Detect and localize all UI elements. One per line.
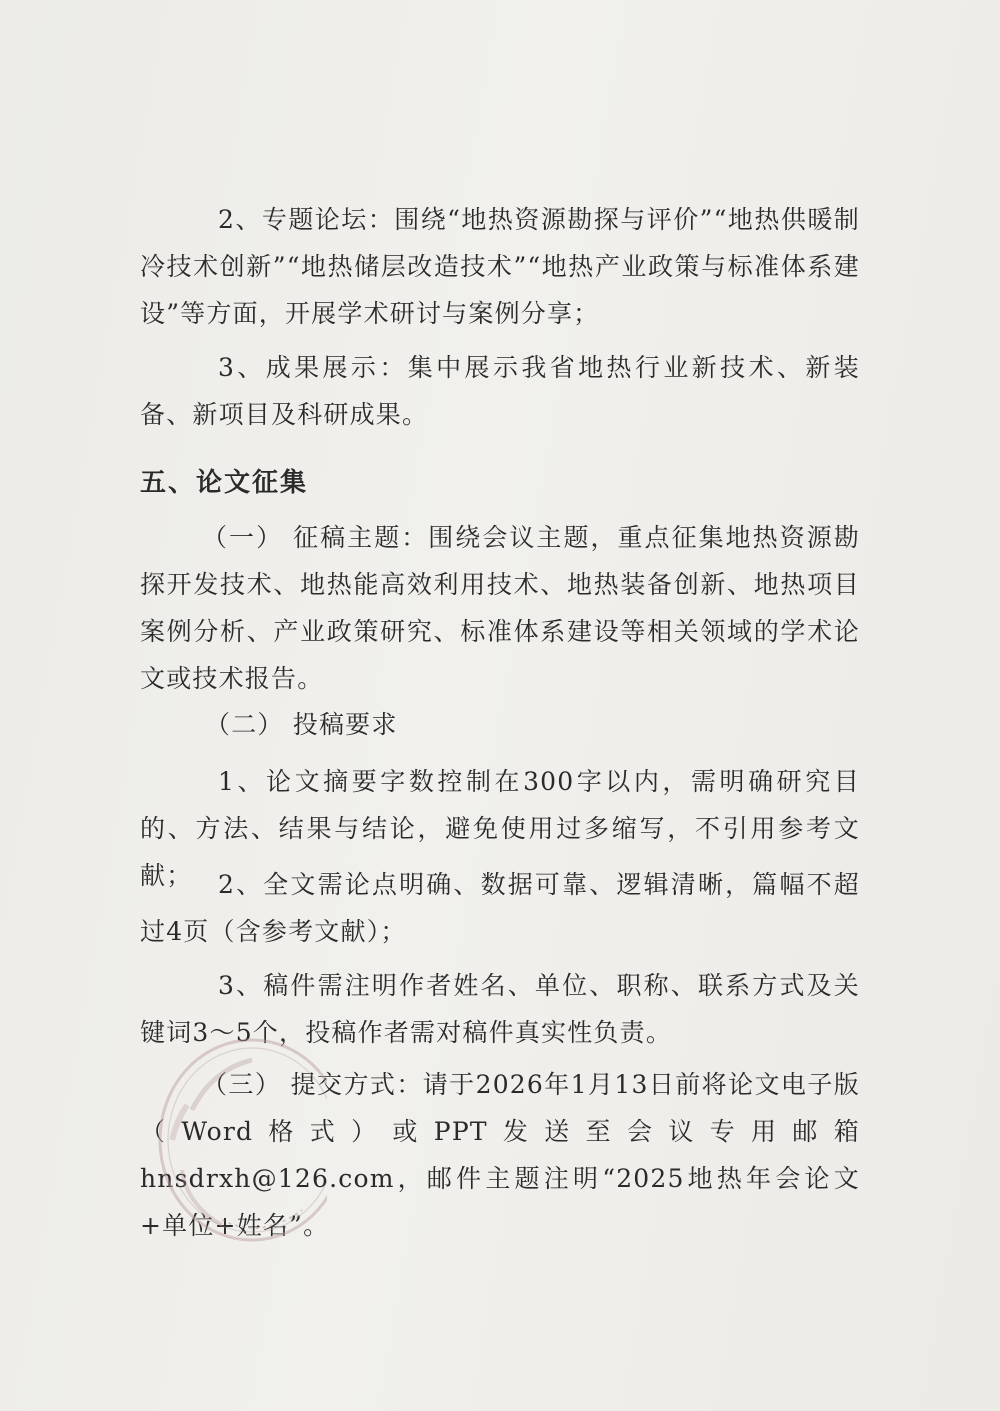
requirements-label: （二） (205, 710, 284, 739)
exhibition-item-paragraph: 3、成果展示：集中展示我省地热行业新技术、新装备、新项目及科研成果。 (140, 353, 860, 429)
requirement-item-2: 2、全文需论点明确、数据可靠、逻辑清晰，篇幅不超过4页（含参考文献）； (140, 870, 860, 946)
requirements-title: 投稿要求 (292, 710, 398, 739)
topics-paragraph (140, 514, 860, 702)
forum-item-paragraph: 2、专题论坛：围绕“地热资源勘探与评价”“地热供暖制冷技术创新”“地热储层改造技术”“地热产业政策与标准体系建设”等方面，开展学术研讨与案例分享； (140, 205, 860, 328)
section-five-heading: 五、论文征集 (140, 468, 309, 498)
requirement-item-3: 3、稿件需注明作者姓名、单位、职称、联系方式及关键词3～5个，投稿作者需对稿件真实性负责。 (140, 971, 860, 1047)
topics-text: 征稿主题：围绕会议主题，重点征集地热资源勘探开发技术、地热能高效利用技术、地热装备创新、地热项目案例分析、产业政策研究、标准体系建设等相关领域的学术论文或技术报告。 (140, 523, 860, 693)
requirements-heading (205, 705, 398, 741)
submission-text: 提交方式：请于2026年1月13日前将论文电子版（Word格式）或PPT发送至会议专用邮箱hnsdrxh@126.com，邮件主题注明“2025地热年会论文+单位+姓名”。 (140, 1070, 860, 1240)
requirement-item-1: 1、论文摘要字数控制在300字以内，需明确研究目的、方法、结果与结论，避免使用过多缩写，不引用参考文献； (140, 767, 860, 890)
topics-label: （一） (202, 523, 284, 552)
submission-label: （三） (202, 1070, 282, 1099)
submission-paragraph (140, 1061, 860, 1249)
